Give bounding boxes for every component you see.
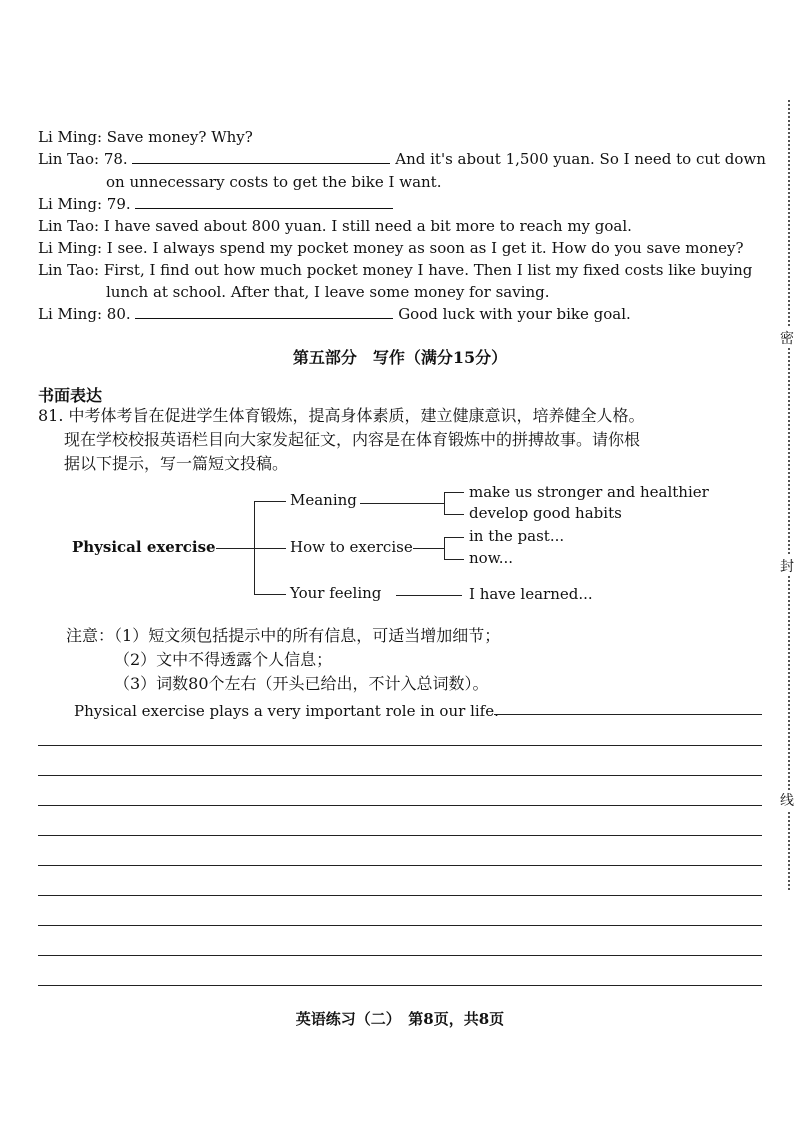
- seal-char: 封: [780, 556, 794, 576]
- seal-char: 密: [780, 328, 794, 348]
- dialogue-line-2-cont: on unnecessary costs to get the bike I want.: [106, 173, 442, 191]
- dialogue-line-2: [38, 148, 766, 170]
- dialogue-line-6-cont: lunch at school. After that, I leave some money for saving.: [106, 283, 550, 301]
- dialogue-line-4: [38, 215, 632, 237]
- dialogue-line-5: [38, 237, 744, 259]
- writing-line[interactable]: [38, 895, 762, 896]
- section-subtitle: 书面表达: [38, 386, 103, 405]
- diagram-root: Physical exercise: [72, 538, 216, 556]
- page-footer: 英语练习（二） 第8页，共8页: [295, 1010, 505, 1028]
- diagram-meaning: Meaning: [290, 491, 357, 509]
- seal-line: [788, 100, 790, 890]
- notes-label: 注意：: [66, 626, 115, 645]
- diagram-connector: [444, 492, 445, 514]
- diagram-connector: [444, 514, 464, 515]
- question-text: 中考体考旨在促进学生体育锻炼，提高身体素质，建立健康意识，培养健全人格。: [68, 406, 645, 425]
- diagram-meaning-item: make us stronger and healthier: [469, 483, 709, 501]
- dialogue-text: I see. I always spend my pocket money as soon as I get it. How do you save money?: [106, 239, 744, 257]
- writing-line[interactable]: [38, 985, 762, 986]
- seal-char: 线: [780, 790, 794, 810]
- diagram-how-item: now...: [469, 549, 514, 567]
- note-item: （1）短文须包括提示中的所有信息，可适当增加细节；: [114, 626, 501, 645]
- question-number: 79.: [106, 195, 131, 213]
- speaker: Lin Tao:: [38, 150, 100, 168]
- writing-line[interactable]: [38, 955, 762, 956]
- speaker: Li Ming:: [38, 128, 102, 146]
- dialogue-text: I have saved about 800 yuan. I still need a bit more to reach my goal.: [103, 217, 632, 235]
- dialogue-line-1: [38, 126, 253, 148]
- question-81-line-1: [38, 404, 645, 428]
- question-81-line-2: 现在学校校报英语栏目向大家发起征文，内容是在体育锻炼中的拼搏故事。请你根: [64, 430, 641, 449]
- note-item: （3）词数80个左右（开头已给出，不计入总词数）。: [114, 674, 489, 693]
- answer-blank-80[interactable]: [135, 304, 393, 319]
- diagram-meaning-item: develop good habits: [469, 504, 622, 522]
- speaker: Lin Tao:: [38, 261, 100, 279]
- dialogue-text: And it's about 1,500 yuan. So I need to cut down: [395, 150, 766, 168]
- writing-line[interactable]: [38, 745, 762, 746]
- writing-line[interactable]: [38, 775, 762, 776]
- diagram-connector: [444, 492, 464, 493]
- answer-blank-78[interactable]: [132, 149, 390, 164]
- speaker: Li Ming:: [38, 195, 102, 213]
- diagram-feeling-item: I have learned...: [469, 585, 593, 603]
- speaker: Li Ming:: [38, 239, 102, 257]
- writing-line[interactable]: [38, 865, 762, 866]
- question-number: 78.: [103, 150, 128, 168]
- diagram-connector: [444, 559, 464, 560]
- dialogue-text: First, I find out how much pocket money I have. Then I list my fixed costs like buying: [103, 261, 753, 279]
- diagram-feeling: Your feeling: [290, 584, 382, 602]
- question-number: 81.: [38, 406, 64, 425]
- dialogue-line-3: [38, 193, 393, 215]
- diagram-how: How to exercise: [290, 538, 413, 556]
- dialogue-line-6: [38, 259, 752, 281]
- section-title: 第五部分 写作（满分15分）: [292, 348, 508, 367]
- diagram-connector: [360, 503, 444, 504]
- writing-line[interactable]: [38, 805, 762, 806]
- diagram-connector: [444, 537, 464, 538]
- diagram-connector: [254, 548, 286, 549]
- note-item: （2）文中不得透露个人信息；: [114, 650, 333, 669]
- writing-opening: Physical exercise plays a very important role in our life.: [74, 702, 499, 720]
- diagram-connector: [254, 501, 286, 502]
- dialogue-text: Good luck with your bike goal.: [398, 305, 631, 323]
- diagram-connector: [216, 548, 254, 549]
- diagram-how-item: in the past...: [469, 527, 565, 545]
- dialogue-text: Save money? Why?: [106, 128, 253, 146]
- question-81-line-3: 据以下提示，写一篇短文投稿。: [64, 454, 289, 473]
- writing-line[interactable]: [494, 714, 762, 715]
- speaker: Lin Tao:: [38, 217, 100, 235]
- writing-line[interactable]: [38, 925, 762, 926]
- notes-line-1: [66, 624, 500, 648]
- diagram-connector: [444, 537, 445, 559]
- question-number: 80.: [106, 305, 131, 323]
- diagram-connector: [413, 548, 444, 549]
- diagram-connector: [396, 595, 462, 596]
- diagram-connector: [254, 594, 286, 595]
- answer-blank-79[interactable]: [135, 194, 393, 209]
- dialogue-line-7: [38, 303, 631, 325]
- speaker: Li Ming:: [38, 305, 102, 323]
- writing-line[interactable]: [38, 835, 762, 836]
